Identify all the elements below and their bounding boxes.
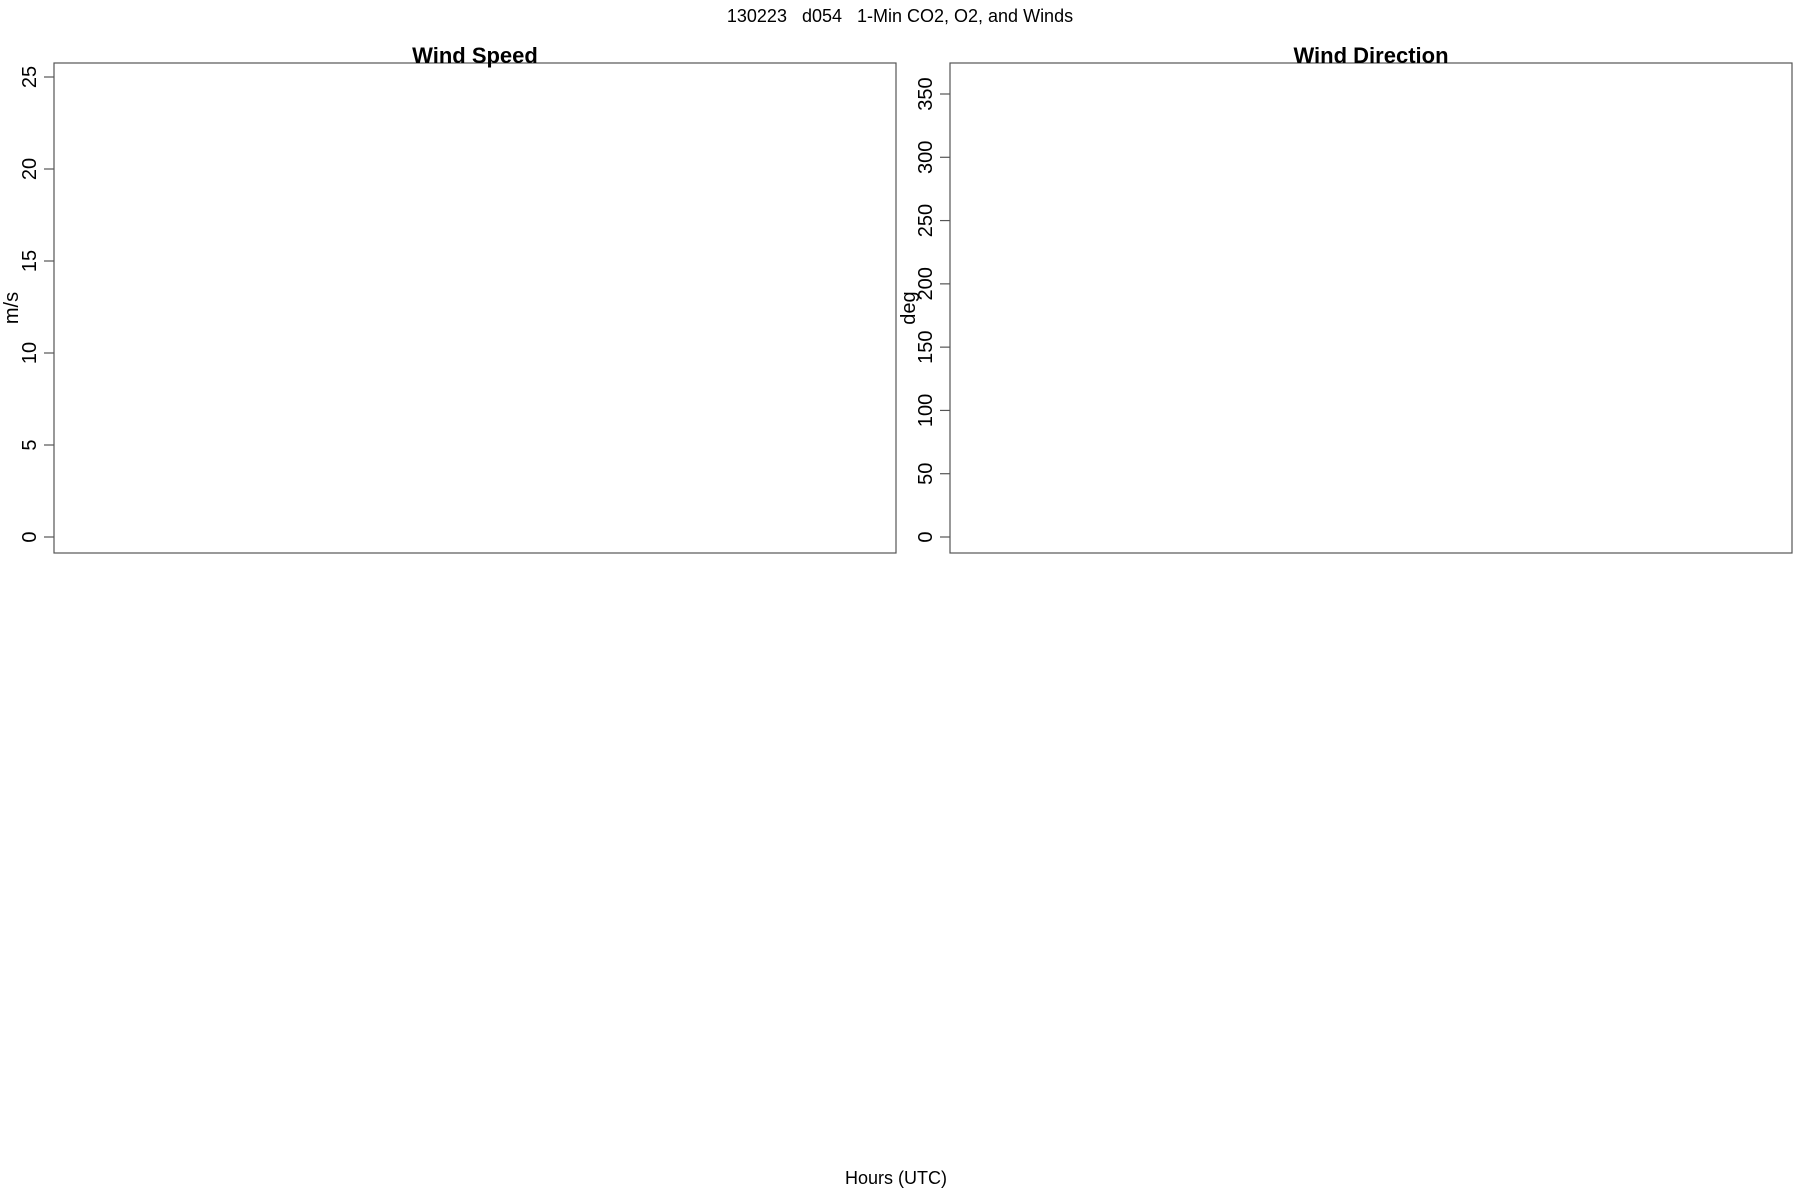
wind-speed-y-axis-label: m/s [1,291,23,325]
wind-direction-y-tick-label: 100 [915,393,937,428]
wind-direction-y-ticks [915,77,950,542]
wind-speed-title: Wind Speed [412,43,538,68]
wind-speed-panel [1,43,896,553]
wind-direction-y-tick-label: 150 [915,330,937,364]
wind-direction-title: Wind Direction [1293,43,1449,68]
wind-direction-panel [898,43,1792,553]
page-title: 130223 d054 1-Min CO2, O2, and Winds [726,6,1074,26]
wind-direction-y-axis-label: deg [898,291,920,325]
wind-direction-y-tick-label: 200 [915,267,937,301]
wind-speed-plot-frame [54,63,896,553]
wind-direction-y-tick-label: 50 [915,462,937,485]
wind-speed-y-ticks [19,66,54,543]
wind-direction-y-tick-label: 300 [915,140,937,174]
wind-speed-y-tick-label: 25 [19,65,41,89]
wind-direction-y-tick-label: 350 [915,77,937,111]
wind-speed-y-tick-label: 0 [19,531,41,543]
wind-speed-y-tick-label: 20 [19,157,41,181]
wind-speed-y-tick-label: 10 [19,341,41,365]
wind-direction-y-tick-label: 250 [915,203,937,238]
wind-speed-y-tick-label: 15 [19,249,41,273]
wind-direction-y-tick-label: 0 [915,531,937,543]
x-axis-label: Hours (UTC) [845,1168,947,1188]
wind-speed-y-tick-label: 5 [19,439,41,451]
wind-direction-plot-frame [950,63,1792,553]
